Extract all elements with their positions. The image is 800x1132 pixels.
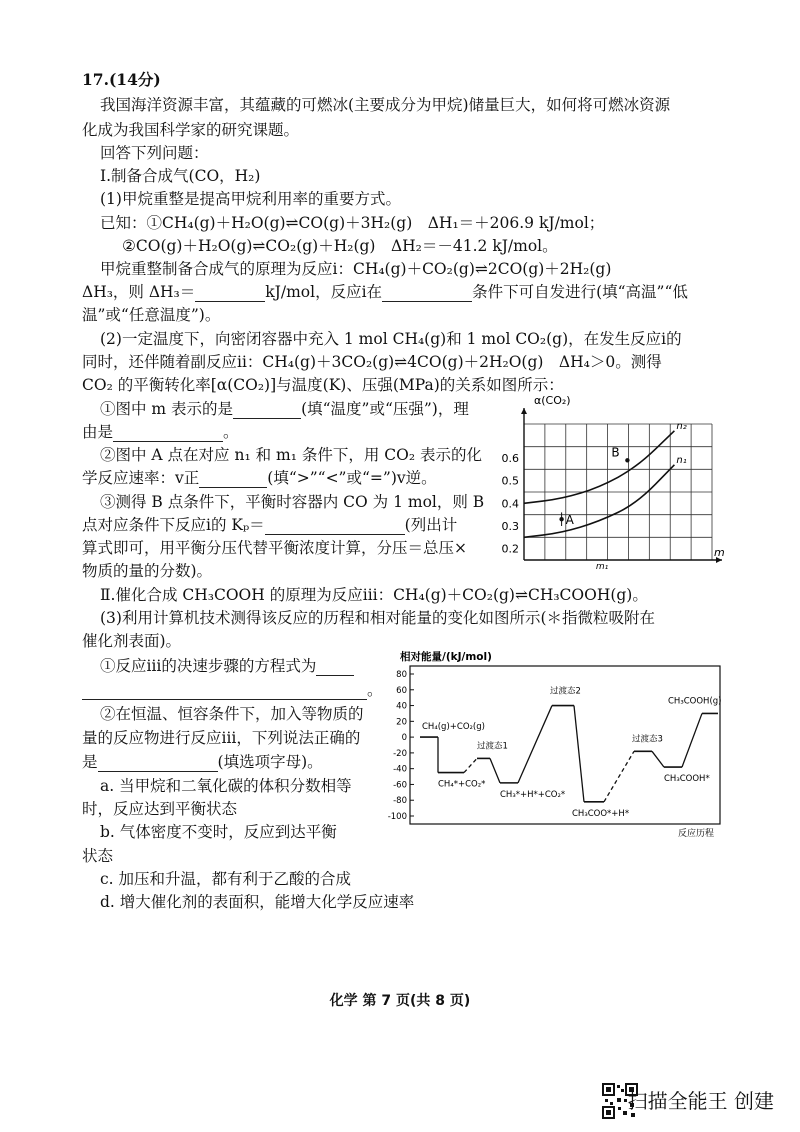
intro-line-3: 回答下列问题：	[100, 144, 209, 162]
option-b-line-1: b. 气体密度不变时，反应到达平衡	[100, 823, 337, 841]
intro-line-2: 化成为我国科学家的研究课题。	[82, 121, 300, 139]
chart1-point-label: B	[611, 445, 620, 460]
answer-blank-condition[interactable]	[382, 285, 472, 302]
chart1-point-label: A	[565, 513, 574, 528]
chart2-connector	[490, 758, 500, 782]
chart2-ytick: 40	[396, 701, 407, 712]
chart2-ytick: -80	[393, 796, 407, 807]
chart2-connector	[652, 751, 664, 767]
chart1-ytick: 0.5	[501, 474, 519, 488]
chart2-ytick: -20	[393, 748, 407, 759]
option-b-line-2: 状态	[82, 847, 114, 865]
chart2-ytick: 0	[401, 733, 407, 744]
option-a-line-2: 时，反应达到平衡状态	[82, 800, 238, 818]
dh3-unit: kJ/mol，反应ⅰ在	[265, 283, 383, 301]
part1-title: Ⅰ.制备合成气(CO，H₂)	[100, 167, 261, 185]
p3-q1-text: ①反应ⅲ的决速步骤的方程式为	[100, 657, 317, 675]
chart2-state-label: CH₄(g)+CO₂(g)	[422, 722, 485, 733]
q2-text-b: 学反应速率：v正	[82, 469, 200, 487]
chart2-ytick: -60	[393, 780, 407, 791]
chart2-connector	[604, 751, 634, 801]
p1-sub: (1)甲烷重整是提高甲烷利用率的重要方式。	[100, 190, 401, 208]
chart2-state-label: CH₃COO*+H*	[572, 808, 630, 819]
p3-q2-text-c: 是	[82, 753, 98, 771]
p3-q2-text-d: (填选项字母)。	[217, 753, 323, 771]
chart1-series-label: n₂	[676, 420, 687, 432]
chart1-series-line	[524, 431, 674, 504]
q3-line-1: ③测得 B 点条件下，平衡时容器内 CO 为 1 mol，则 B	[100, 493, 485, 511]
chart2-ytick: 20	[396, 717, 407, 728]
q2-line-2	[82, 468, 437, 488]
dh3-label: ΔH₃，则 ΔH₃＝	[82, 283, 196, 301]
chart2-connector	[574, 706, 584, 802]
q3-line-2	[82, 515, 457, 535]
answer-blank-kp[interactable]	[265, 518, 405, 535]
option-c: c. 加压和升温，都有利于乙酸的合成	[100, 870, 352, 888]
chart1-ytick: 0.3	[501, 520, 519, 533]
chart2-ytick: -40	[393, 764, 407, 775]
chart1-ytick: 0.4	[501, 497, 519, 511]
p1-eq1: 已知：①CH₄(g)＋H₂O(g)⇌CO(g)＋3H₂(g) ΔH₁＝＋206.9 kJ/mol；	[100, 214, 605, 232]
conversion-chart	[490, 388, 725, 573]
chart2-ytick: 60	[396, 685, 407, 696]
chart1-axes	[521, 408, 722, 563]
p3-text2: 催化剂表面)。	[82, 632, 182, 650]
chart1-ytick: 0.2	[501, 542, 519, 556]
answer-blank-step-b[interactable]	[82, 683, 367, 700]
answer-blank-choice[interactable]	[98, 755, 218, 772]
chart2-state-label: 过渡态3	[632, 734, 663, 745]
chart1-xtick-m1: m₁	[595, 562, 609, 572]
chart2-connector	[518, 706, 552, 783]
q3-text-b: 点对应条件下反应ⅰ的 Kₚ＝	[82, 516, 265, 534]
answer-blank-m[interactable]	[233, 402, 301, 419]
q1-line	[100, 399, 469, 419]
chart2-ytick: 80	[396, 670, 407, 680]
p3-q2-line-2: 量的反应物进行反应ⅲ，下列说法正确的	[82, 729, 361, 747]
chart1-series	[524, 421, 687, 538]
watermark: 扫描全能王 创建	[627, 1089, 774, 1113]
p3-q1-line	[100, 656, 354, 676]
answer-blank-rate[interactable]	[199, 471, 267, 488]
part2-title: Ⅱ.催化合成 CH₃COOH 的原理为反应ⅲ：CH₄(g)＋CO₂(g)⇌CH₃COOH(g)。	[100, 586, 648, 604]
q1-text-a: ①图中 m 表示的是	[100, 400, 234, 418]
chart2-xlabel: 反应历程	[677, 829, 714, 839]
chart2-connector	[682, 713, 702, 767]
chart2-ytick: -100	[387, 812, 407, 822]
chart1-point-marker	[625, 458, 629, 462]
chart1-ticks	[502, 452, 520, 556]
energy-profile-chart	[372, 648, 732, 843]
q1-text-c: 由是	[82, 423, 114, 441]
q3-line-3: 算式即可，用平衡分压代替平衡浓度计算，分压＝总压×	[82, 539, 467, 557]
option-d: d. 增大催化剂的表面积，能增大化学反应速率	[100, 893, 415, 911]
p1-text3: 温”或“任意温度”)。	[82, 306, 221, 324]
chart2-state-label: CH₃*+H*+CO₂*	[500, 789, 566, 800]
question-number: 17.(14分)	[82, 70, 161, 89]
p1-text1: 甲烷重整制备合成气的原理为反应ⅰ：CH₄(g)＋CO₂(g)⇌2CO(g)＋2H₂(g)	[100, 260, 612, 278]
q1-text-b: (填“温度”或“压强”)，理	[301, 400, 469, 418]
option-a-line-1: a. 当甲烷和二氧化碳的体积分数相等	[100, 777, 352, 795]
p2-text3: CO₂ 的平衡转化率[α(CO₂)]与温度(K)、压强(MPa)的关系如图所示：	[82, 376, 564, 394]
chart1-series-label: n₁	[676, 454, 687, 466]
intro-line-1: 我国海洋资源丰富，其蕴藏的可燃冰(主要成分为甲烷)储量巨大，如何将可燃冰资源	[100, 96, 671, 114]
chart2-state-label: 过渡态2	[550, 686, 581, 697]
q2-text-c: (填“>”“<”或“=”)v逆。	[267, 469, 437, 487]
answer-blank-step-a[interactable]	[316, 659, 354, 676]
p1-eq2: ②CO(g)＋H₂O(g)⇌CO₂(g)＋H₂(g) ΔH₂＝－41.2 kJ/mol。	[122, 237, 558, 255]
p3-q2-line-3	[82, 752, 323, 772]
chart2-state-label: CH₃COOH(g)	[668, 696, 722, 707]
chart2-state-label: CH₄*+CO₂*	[438, 779, 486, 790]
q3-line-4: 物质的量的分数)。	[82, 562, 213, 580]
p2-text2: 同时，还伴随着副反应ⅱ：CH₄(g)＋3CO₂(g)⇌4CO(g)＋2H₂O(g) ΔH₄＞0。测得	[82, 353, 662, 371]
page-footer: 化学 第 7 页(共 8 页)	[329, 993, 471, 1009]
chart1-xlabel: m	[714, 546, 725, 559]
answer-blank-reason[interactable]	[113, 425, 223, 442]
chart2-connector	[464, 758, 477, 772]
q3-text-c: (列出计	[404, 516, 458, 534]
p1-text2	[82, 282, 688, 302]
condition-hint: 条件下可自发进行(填“高温”“低	[472, 283, 688, 301]
chart2-state-label: 过渡态1	[477, 741, 508, 752]
chart2-ylabel: 相对能量/(kJ/mol)	[400, 651, 492, 663]
p2-text1: (2)一定温度下，向密闭容器中充入 1 mol CH₄(g)和 1 mol CO₂(g)，在发生反应ⅰ的	[100, 330, 682, 348]
q1-text-d: 。	[223, 423, 239, 441]
answer-blank-dh3[interactable]	[195, 285, 265, 302]
chart1-y-arrow	[521, 408, 527, 414]
chart1-ylabel: α(CO₂)	[534, 394, 571, 407]
chart2-state-label: CH₃COOH*	[664, 774, 710, 785]
p3-q2-line-1: ②在恒温、恒容条件下，加入等物质的	[100, 705, 364, 723]
q2-line-1: ②图中 A 点在对应 n₁ 和 m₁ 条件下，用 CO₂ 表示的化	[100, 446, 482, 464]
chart1-ytick: 0.6	[501, 452, 519, 465]
p3-q1-line-2	[82, 680, 383, 700]
q1-line-2	[82, 422, 239, 442]
p3-text1: (3)利用计算机技术测得该反应的历程和相对能量的变化如图所示(＊指微粒吸附在	[100, 609, 656, 627]
p3-q1-end: 。	[367, 681, 383, 699]
